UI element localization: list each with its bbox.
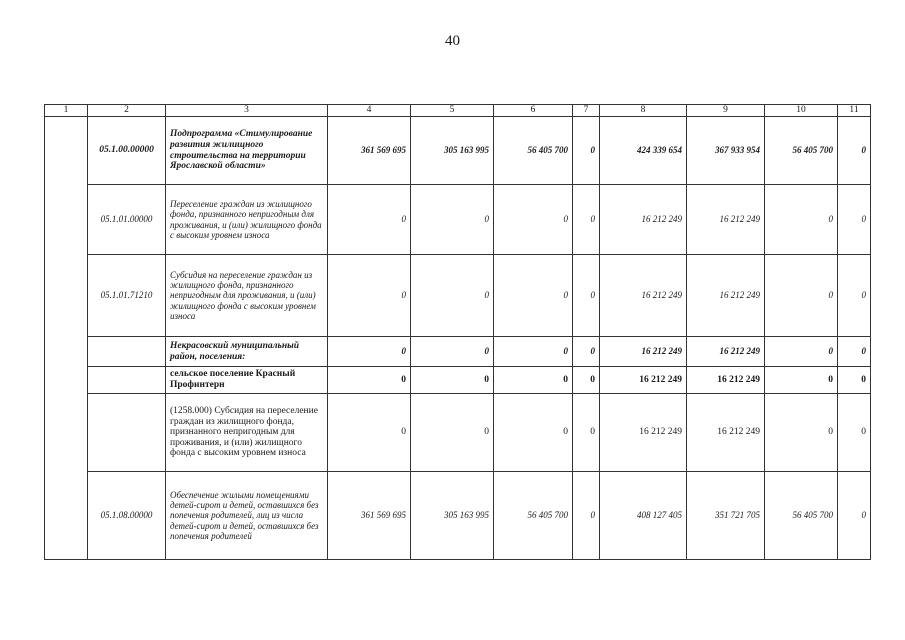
row-name: Обеспечение жилыми помещениями детей-сирот и детей, оставшихся без попечения родителей, лиц из числа детей-сирот и детей, оставшихся без попечения родителей: [166, 472, 328, 560]
row-value: 0: [838, 394, 871, 472]
column-header: 4: [328, 105, 411, 117]
row-value: 0: [328, 255, 411, 337]
column-header: 9: [687, 105, 765, 117]
row-value: 56 405 700: [494, 117, 573, 185]
table-row: [45, 337, 871, 367]
row-value: 0: [838, 472, 871, 560]
row-code: 05.1.08.00000: [88, 472, 166, 560]
row-value: 0: [573, 472, 600, 560]
row-value: 56 405 700: [765, 472, 838, 560]
row-value: 56 405 700: [765, 117, 838, 185]
row-value: 0: [765, 367, 838, 394]
row-value: 0: [328, 367, 411, 394]
row-value: 16 212 249: [687, 185, 765, 255]
table-row: [45, 472, 871, 560]
row-name: сельское поселение Красный Профинтерн: [166, 367, 328, 394]
row-value: 0: [494, 394, 573, 472]
row-code: 05.1.01.71210: [88, 255, 166, 337]
row-value: 0: [411, 337, 494, 367]
row-value: 16 212 249: [687, 337, 765, 367]
row-value: 0: [328, 394, 411, 472]
table-header-row: [45, 105, 871, 117]
row-code: [88, 337, 166, 367]
row-name: Подпрограмма «Стимулирование развития жилищного строительства на территории Ярославской области»: [166, 117, 328, 185]
table-body: [45, 117, 871, 560]
row-code: 05.1.01.00000: [88, 185, 166, 255]
row-value: 16 212 249: [600, 337, 687, 367]
table-row: [45, 394, 871, 472]
column-header: 5: [411, 105, 494, 117]
row-value: 305 163 995: [411, 472, 494, 560]
column-header: 2: [88, 105, 166, 117]
column-header: 7: [573, 105, 600, 117]
row-name: Субсидия на переселение граждан из жилищного фонда, признанного непригодным для проживания, и (или) жилищного фонда с высоким уровнем износа: [166, 255, 328, 337]
column-header: 1: [45, 105, 88, 117]
row-value: 408 127 405: [600, 472, 687, 560]
row-value: 0: [494, 185, 573, 255]
row-value: 0: [328, 337, 411, 367]
row-code: [88, 394, 166, 472]
row-value: 361 569 695: [328, 117, 411, 185]
row-value: 361 569 695: [328, 472, 411, 560]
table-row: [45, 185, 871, 255]
row-value: 16 212 249: [600, 367, 687, 394]
column-header: 8: [600, 105, 687, 117]
table-row: [45, 117, 871, 185]
row-code: 05.1.00.00000: [88, 117, 166, 185]
table-row: [45, 255, 871, 337]
row-value: 367 933 954: [687, 117, 765, 185]
column-header: 6: [494, 105, 573, 117]
row-value: 16 212 249: [600, 255, 687, 337]
row-value: 0: [838, 117, 871, 185]
row-value: 0: [765, 185, 838, 255]
row-value: 0: [838, 337, 871, 367]
row-value: 0: [411, 367, 494, 394]
row-name: Переселение граждан из жилищного фонда, признанного непригодным для проживания, и (или) жилищного фонда с высоким уровнем износа: [166, 185, 328, 255]
row-value: 0: [765, 255, 838, 337]
row-value: 16 212 249: [600, 185, 687, 255]
row-value: 305 163 995: [411, 117, 494, 185]
page-number: 40: [445, 33, 460, 49]
column-1-cell: [45, 117, 88, 560]
row-value: 0: [573, 255, 600, 337]
row-value: 0: [494, 337, 573, 367]
row-value: 0: [328, 185, 411, 255]
row-value: 0: [838, 367, 871, 394]
row-value: 0: [411, 255, 494, 337]
row-value: 0: [573, 185, 600, 255]
column-header: 10: [765, 105, 838, 117]
column-header: 11: [838, 105, 871, 117]
table-row: [45, 367, 871, 394]
row-value: 0: [573, 337, 600, 367]
row-value: 424 339 654: [600, 117, 687, 185]
row-value: 0: [838, 185, 871, 255]
row-value: 16 212 249: [687, 367, 765, 394]
row-name: Некрасовский муниципальный район, поселения:: [166, 337, 328, 367]
row-value: 0: [494, 367, 573, 394]
row-value: 16 212 249: [687, 394, 765, 472]
row-value: 0: [573, 394, 600, 472]
row-value: 16 212 249: [600, 394, 687, 472]
row-value: 0: [765, 337, 838, 367]
row-value: 0: [838, 255, 871, 337]
budget-table: [44, 104, 871, 560]
row-value: 16 212 249: [687, 255, 765, 337]
row-value: 0: [411, 185, 494, 255]
row-value: 56 405 700: [494, 472, 573, 560]
row-code: [88, 367, 166, 394]
row-value: 351 721 705: [687, 472, 765, 560]
row-value: 0: [411, 394, 494, 472]
row-value: 0: [765, 394, 838, 472]
row-value: 0: [573, 367, 600, 394]
row-name: (1258.000) Субсидия на переселение граждан из жилищного фонда, признанного непригодным для проживания, и (или) жилищного фонда с высоким уровнем износа: [166, 394, 328, 472]
row-value: 0: [573, 117, 600, 185]
row-value: 0: [494, 255, 573, 337]
column-header: 3: [166, 105, 328, 117]
